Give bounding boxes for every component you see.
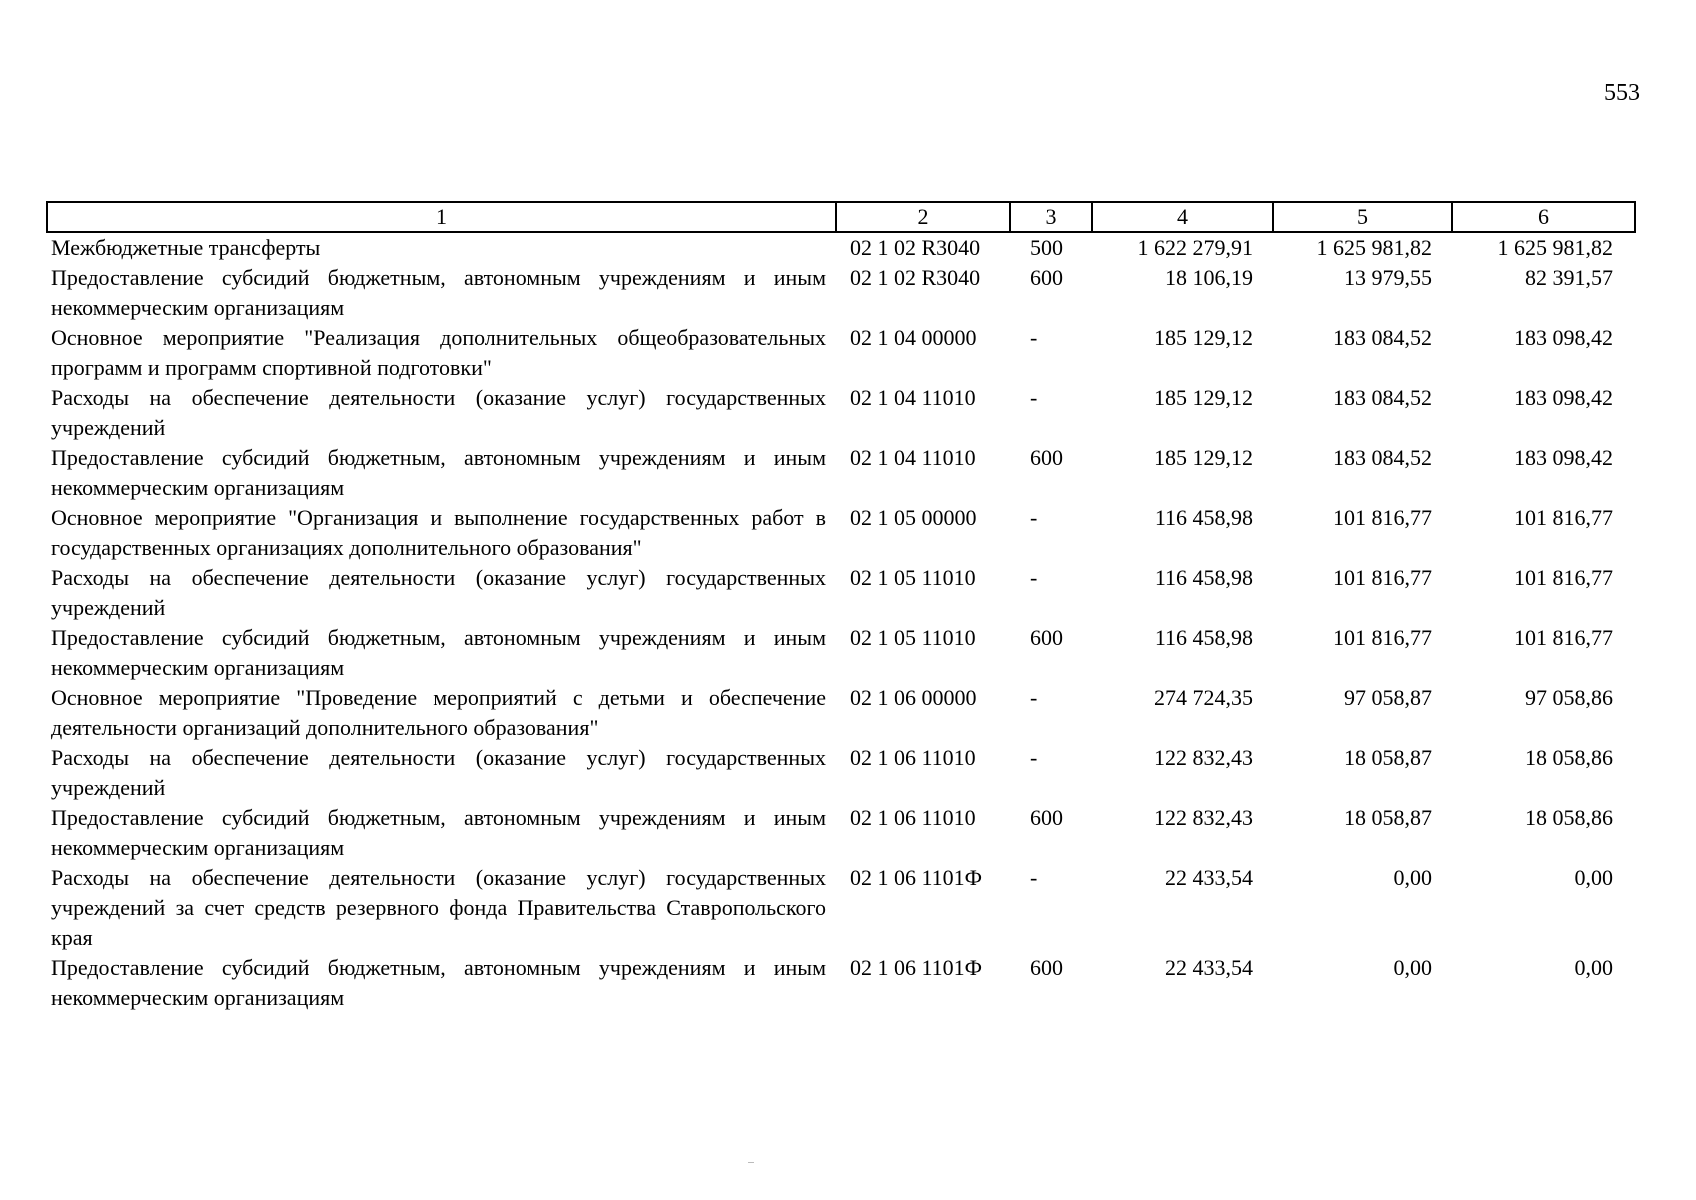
row-value-col6-cell: 183 098,42 [1514,385,1613,410]
row-value-col6-cell: 101 816,77 [1514,505,1613,530]
row-name-cell: Предоставление субсидий бюджетным, автономным учреждениям и иным некоммерческим организациям [51,265,826,320]
row-value-col6-cell: 101 816,77 [1514,625,1613,650]
table-row [47,803,1635,863]
table-row [47,563,1635,623]
column-header-2: 2 [836,202,1010,232]
row-value-col4-cell: 122 832,43 [1154,745,1253,770]
row-expense-type-cell: - [1030,865,1038,890]
table-row [47,683,1635,743]
row-value-col6-cell: 0,00 [1574,865,1613,890]
row-code-cell: 02 1 04 11010 [850,385,976,410]
row-value-col4-cell: 274 724,35 [1154,685,1253,710]
row-value-col4-cell: 116 458,98 [1154,505,1253,530]
row-value-col5-cell: 0,00 [1393,865,1432,890]
row-value-col6-cell: 101 816,77 [1514,565,1613,590]
row-value-col5-cell: 97 058,87 [1344,685,1432,710]
row-expense-type-cell: 600 [1030,805,1063,830]
row-value-col5-cell: 101 816,77 [1333,625,1432,650]
table-row [47,953,1635,1013]
scan-mark [748,1162,754,1163]
row-value-col6-cell: 183 098,42 [1514,445,1613,470]
budget-table-container [46,201,1634,1013]
row-name-cell: Расходы на обеспечение деятельности (оказание услуг) государственных учреждений за счет средств резервного фонда Правительства Ставропольского края [51,865,826,950]
row-value-col5-cell: 18 058,87 [1344,745,1432,770]
row-name-cell: Предоставление субсидий бюджетным, автономным учреждениям и иным некоммерческим организациям [51,445,826,500]
row-value-col4-cell: 185 129,12 [1154,385,1253,410]
row-expense-type-cell: - [1030,385,1038,410]
row-expense-type-cell: 600 [1030,955,1063,980]
table-row [47,743,1635,803]
row-name-cell: Расходы на обеспечение деятельности (оказание услуг) государственных учреждений [51,565,826,620]
table-row [47,443,1635,503]
row-value-col4-cell: 116 458,98 [1154,625,1253,650]
row-name-cell: Предоставление субсидий бюджетным, автономным учреждениям и иным некоммерческим организациям [51,625,826,680]
row-value-col6-cell: 97 058,86 [1525,685,1613,710]
header-row [47,202,1635,232]
row-value-col5-cell: 183 084,52 [1333,385,1432,410]
table-body [47,232,1635,1013]
row-code-cell: 02 1 06 11010 [850,745,976,770]
row-value-col5-cell: 101 816,77 [1333,505,1432,530]
row-code-cell: 02 1 05 11010 [850,625,976,650]
row-value-col4-cell: 22 433,54 [1165,865,1253,890]
row-expense-type-cell: 600 [1030,265,1063,290]
row-code-cell: 02 1 06 00000 [850,685,977,710]
page-number: 553 [1604,80,1640,106]
table-row [47,863,1635,953]
row-code-cell: 02 1 04 11010 [850,445,976,470]
table-row [47,623,1635,683]
row-name-cell: Расходы на обеспечение деятельности (оказание услуг) государственных учреждений [51,385,826,440]
row-name-cell: Предоставление субсидий бюджетным, автономным учреждениям и иным некоммерческим организациям [51,955,826,1010]
row-value-col5-cell: 101 816,77 [1333,565,1432,590]
row-name-cell: Основное мероприятие "Проведение мероприятий с детьми и обеспечение деятельности организаций дополнительного образования" [51,685,826,740]
row-value-col5-cell: 18 058,87 [1344,805,1432,830]
row-value-col4-cell: 122 832,43 [1154,805,1253,830]
row-code-cell: 02 1 05 11010 [850,565,976,590]
row-value-col6-cell: 183 098,42 [1514,325,1613,350]
table-row [47,263,1635,323]
row-value-col4-cell: 185 129,12 [1154,445,1253,470]
row-code-cell: 02 1 06 1101Ф [850,865,983,890]
row-name-cell: Предоставление субсидий бюджетным, автономным учреждениям и иным некоммерческим организациям [51,805,826,860]
row-value-col4-cell: 1 622 279,91 [1137,235,1253,260]
row-value-col6-cell: 1 625 981,82 [1497,235,1613,260]
row-value-col6-cell: 82 391,57 [1525,265,1613,290]
table-row [47,232,1635,263]
row-name-cell: Основное мероприятие "Организация и выполнение государственных работ в государственных организациях дополнительного образования" [51,505,826,560]
column-header-6: 6 [1452,202,1635,232]
row-code-cell: 02 1 05 00000 [850,505,977,530]
row-value-col5-cell: 183 084,52 [1333,325,1432,350]
row-value-col5-cell: 1 625 981,82 [1316,235,1432,260]
row-code-cell: 02 1 04 00000 [850,325,977,350]
row-value-col4-cell: 18 106,19 [1165,265,1253,290]
row-code-cell: 02 1 06 1101Ф [850,955,983,980]
row-value-col6-cell: 18 058,86 [1525,745,1613,770]
table-row [47,503,1635,563]
row-expense-type-cell: - [1030,685,1038,710]
column-header-3: 3 [1010,202,1092,232]
row-name-cell: Основное мероприятие "Реализация дополнительных общеобразовательных программ и программ спортивной подготовки" [51,325,826,380]
row-expense-type-cell: 500 [1030,235,1063,260]
row-expense-type-cell: - [1030,505,1038,530]
row-value-col6-cell: 18 058,86 [1525,805,1613,830]
row-value-col5-cell: 0,00 [1393,955,1432,980]
row-value-col5-cell: 13 979,55 [1344,265,1432,290]
row-expense-type-cell: 600 [1030,625,1063,650]
column-header-5: 5 [1273,202,1452,232]
row-value-col5-cell: 183 084,52 [1333,445,1432,470]
row-value-col4-cell: 22 433,54 [1165,955,1253,980]
column-header-1: 1 [47,202,836,232]
row-value-col4-cell: 185 129,12 [1154,325,1253,350]
row-expense-type-cell: - [1030,745,1038,770]
row-expense-type-cell: - [1030,325,1038,350]
row-value-col4-cell: 116 458,98 [1154,565,1253,590]
row-code-cell: 02 1 02 R3040 [850,265,981,290]
row-expense-type-cell: 600 [1030,445,1063,470]
table-header [47,202,1635,232]
row-value-col6-cell: 0,00 [1574,955,1613,980]
table-row [47,383,1635,443]
table-row [47,323,1635,383]
row-code-cell: 02 1 06 11010 [850,805,976,830]
budget-table [46,201,1636,1013]
column-header-4: 4 [1092,202,1273,232]
row-code-cell: 02 1 02 R3040 [850,235,981,260]
row-name-cell: Расходы на обеспечение деятельности (оказание услуг) государственных учреждений [51,745,826,800]
row-name-cell: Межбюджетные трансферты [51,235,321,260]
row-expense-type-cell: - [1030,565,1038,590]
